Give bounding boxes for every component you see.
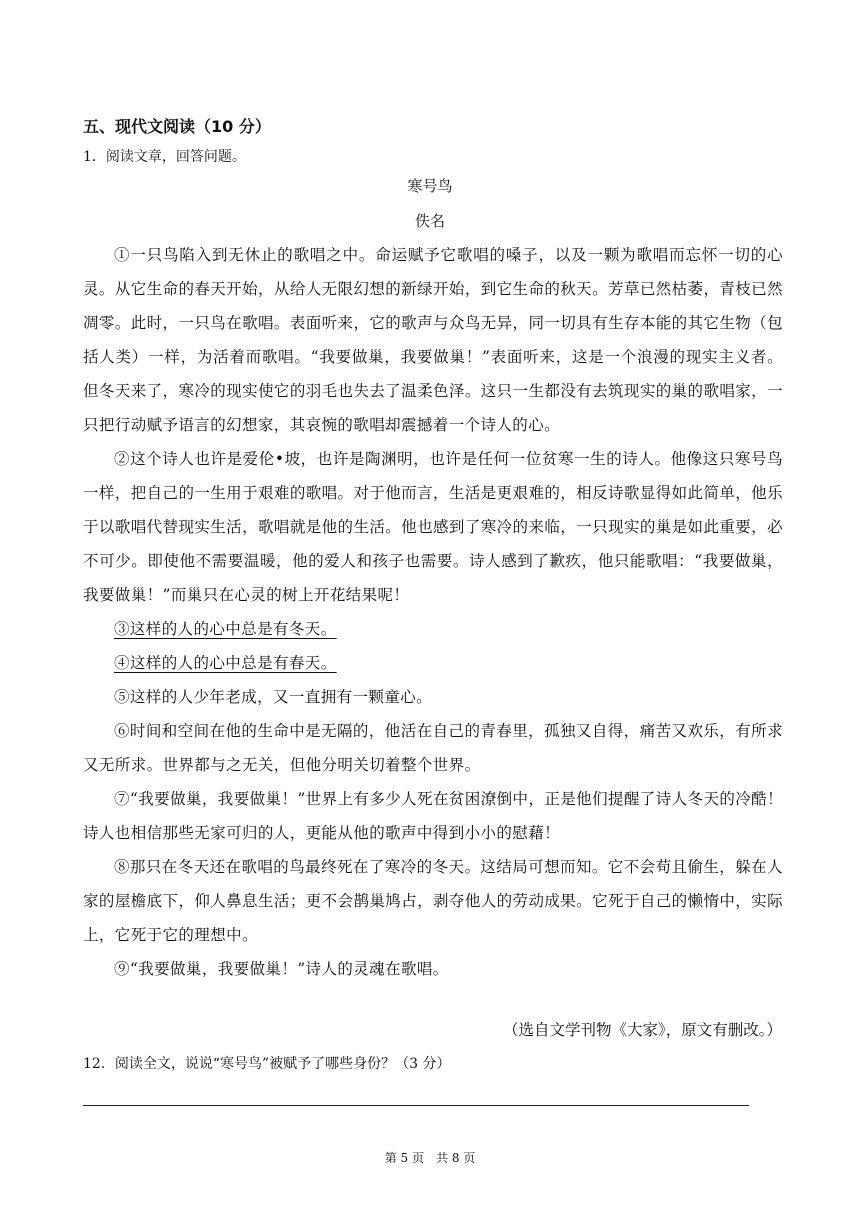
paragraph-9: ⑨“我要做巢，我要做巢！”诗人的灵魂在歌唱。 <box>114 960 449 978</box>
paragraph-3-text: ③这样的人的心中总是有冬天。 <box>114 620 337 638</box>
article-author: 佚名 <box>414 212 445 230</box>
paragraph-4-text: ④这样的人的心中总是有春天。 <box>114 654 337 672</box>
question-12: 12．阅读全文，说说“寒号鸟”被赋予了哪些身份？（3 分） <box>83 1056 451 1072</box>
paragraph-8: ⑧那只在冬天还在歌唱的鸟最终死在了寒冷的冬天。这结局可想而知。它不会苟且偷生，躲在人家的屋檐底下，仰人鼻息生活；更不会鹊巢鸠占，剥夺他人的劳动成果。它死于自己的懒惰中，实际上，它死于它的理想中。 <box>83 858 783 944</box>
question-intro: 1．阅读文章，回答问题。 <box>83 149 246 165</box>
paragraph-5: ⑤这样的人少年老成，又一直拥有一颗童心。 <box>114 688 433 706</box>
paragraph-2: ②这个诗人也许是爱伦•坡，也许是陶渊明，也许是任何一位贫寒一生的诗人。他像这只寒号鸟一样，把自己的一生用于艰难的歌唱。对于他而言，生活是更艰难的，相反诗歌显得如此简单，他乐于以歌唱代替现实生活，歌唱就是他的生活。他也感到了寒冷的来临，一只现实的巢是如此重要，必不可少。即使他不需要温暖，他的爱人和孩子也需要。诗人感到了歉疚，他只能歌唱：“我要做巢，我要做巢！”而巢只在心灵的树上开花结果呢！ <box>83 450 783 604</box>
paragraph-7: ⑦“我要做巢，我要做巢！”世界上有多少人死在贫困潦倒中，正是他们提醒了诗人冬天的冷酷！诗人也相信那些无家可归的人，更能从他的歌声中得到小小的慰藉！ <box>83 790 783 842</box>
paragraph-3 <box>83 612 783 646</box>
paragraph-4 <box>83 646 783 680</box>
page-footer: 第 5 页 共 8 页 <box>384 1151 476 1165</box>
section-title: 五、现代文阅读（10 分） <box>83 117 271 136</box>
article-title: 寒号鸟 <box>407 177 453 195</box>
article-body <box>83 238 783 986</box>
paragraph-1: ①一只鸟陷入到无休止的歌唱之中。命运赋予它歌唱的嗓子，以及一颗为歌唱而忘怀一切的心灵。从它生命的春天开始，从给人无限幻想的新绿开始，到它生命的秋天。芳草已然枯萎，青枝已然凋零。此时，一只鸟在歌唱。表面听来，它的歌声与众鸟无异，同一切具有生存本能的其它生物（包括人类）一样，为活着而歌唱。“我要做巢，我要做巢！”表面听来，这是一个浪漫的现实主义者。但冬天来了，寒冷的现实使它的羽毛也失去了温柔色泽。这只一生都没有去筑现实的巢的歌唱家，一只把行动赋予语言的幻想家，其哀惋的歌唱却震撼着一个诗人的心。 <box>83 246 783 434</box>
answer-line[interactable] <box>83 1105 749 1106</box>
paragraph-6: ⑥时间和空间在他的生命中是无隔的，他活在自己的青春里，孤独又自得，痛苦又欢乐，有所求又无所求。世界都与之无关，但他分明关切着整个世界。 <box>83 722 783 774</box>
article-source: （选自文学刊物《大家》，原文有删改。） <box>502 1021 782 1039</box>
